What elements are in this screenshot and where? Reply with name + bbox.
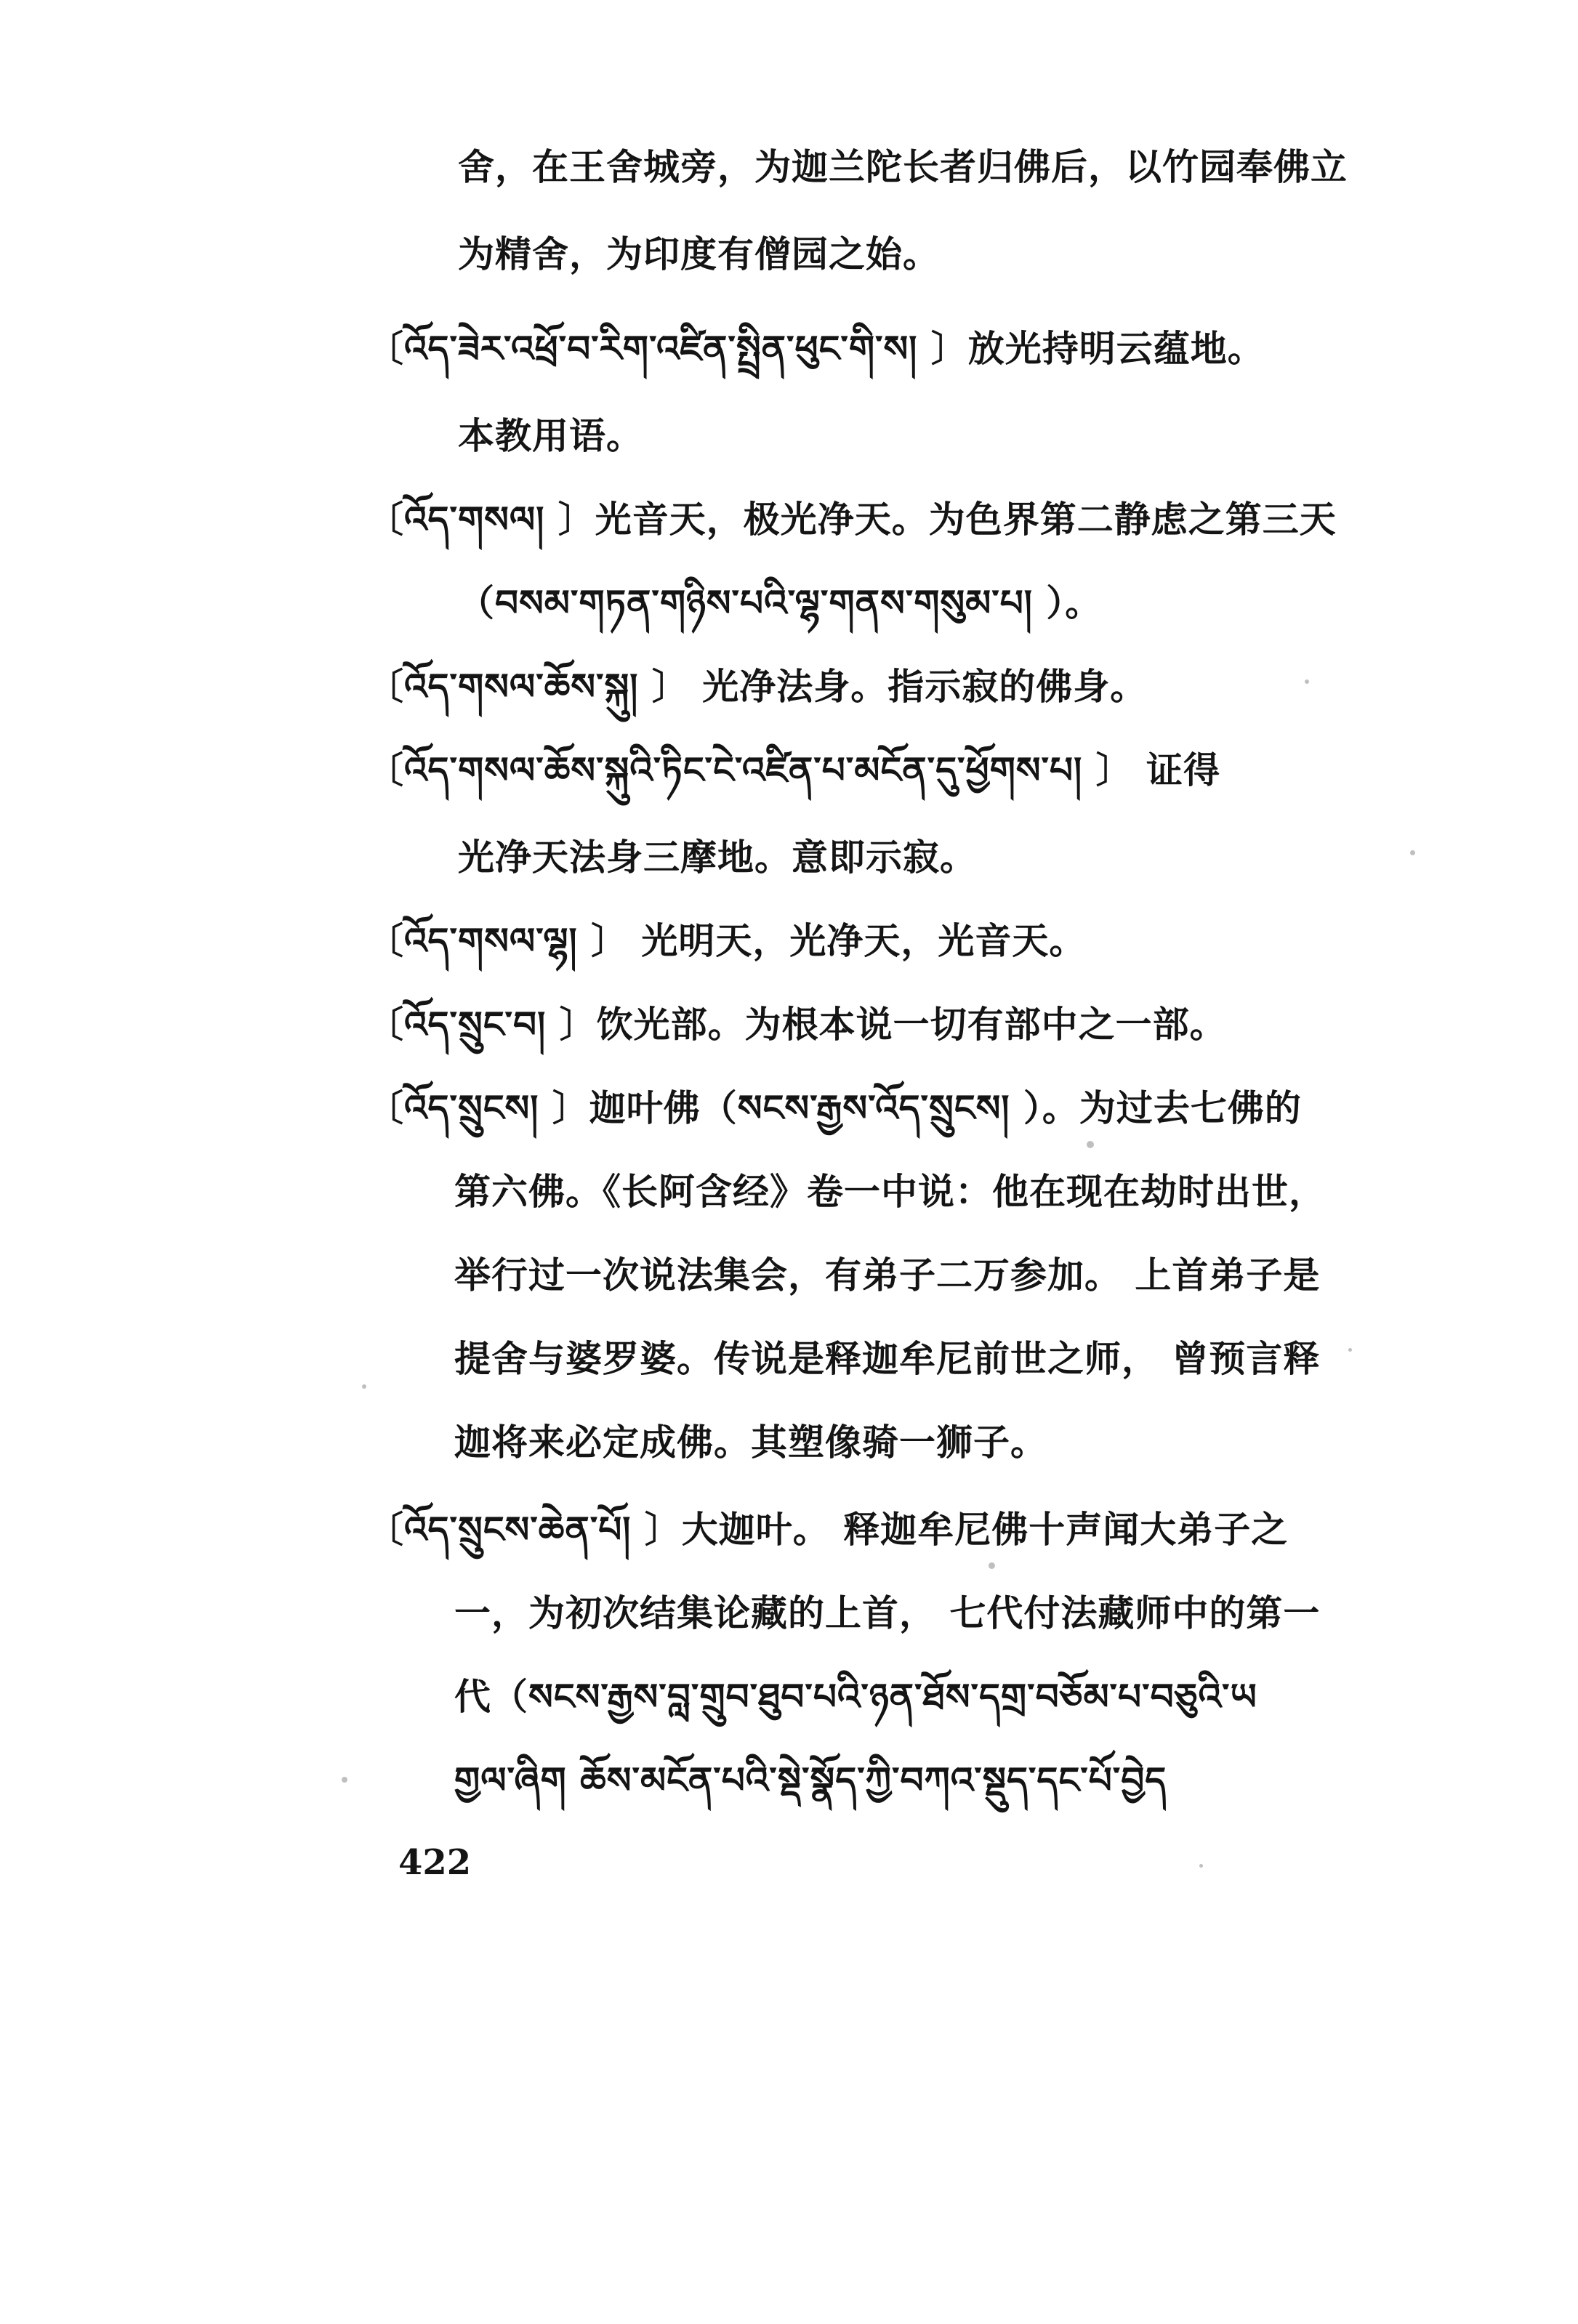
entry-line-3: 〔འོད་གསལ་ཆོས་སྐུ། 〕 光净法身。指示寂的佛身。 [367, 665, 1148, 708]
page-number: 422 [398, 1842, 472, 1883]
text-line-4: （བསམ་གཏན་གཉིས་པའི་ལྷ་གནས་གསུམ་པ། ）。 [458, 581, 1103, 624]
text-line-3: 本教用语。 [458, 414, 643, 457]
text-line-8: 提舍与婆罗婆。传说是释迦牟尼前世之师， 曾预言释 [454, 1337, 1321, 1380]
scan-speck [1410, 850, 1415, 855]
entry-line-4: 〔འོད་གསལ་ཆོས་སྐུའི་ཏིང་ངེ་འཛིན་པ་མངོན་དུ་ཕྱོགས་པ། 〕 证得 [367, 749, 1221, 791]
scan-speck [1348, 1348, 1352, 1352]
text-line-6: 第六佛。《长阿含经》卷一中说：他在现在劫时出世， [454, 1170, 1326, 1213]
text-line-1: 舍，在王舍城旁，为迦兰陀长者归佛后，以竹园奉佛立 [458, 145, 1348, 188]
entry-line-5: 〔འོད་གསལ་ལྷ། 〕 光明天，光净天，光音天。 [367, 919, 1087, 962]
entry-line-7: 〔འོད་སྲུངས། 〕迦叶佛（སངས་རྒྱས་འོད་སྲུངས། ）。为过去七佛的 [367, 1086, 1302, 1129]
scan-speck [1199, 1864, 1203, 1868]
scan-speck [1087, 1141, 1094, 1148]
text-line-9: 迦将来必定成佛。其塑像骑一狮子。 [454, 1421, 1047, 1464]
text-line-5: 光净天法身三摩地。意即示寂。 [458, 836, 977, 879]
entry-line-8: 〔འོད་སྲུངས་ཆེན་པོ། 〕大迦叶。 释迦牟尼佛十声闻大弟子之 [367, 1508, 1289, 1551]
entry-line-6: 〔འོད་སྲུང་བ། 〕饮光部。为根本说一切有部中之一部。 [367, 1003, 1227, 1046]
text-line-12: གྱལ་ཞིག ཆོས་མངོན་པའི་སྡེ་སྣོད་ཀྱི་བཀའ་སྡུད་དང་པོ་བྱེད [454, 1759, 1167, 1801]
text-line-7: 举行过一次说法集会，有弟子二万参加。 上首弟子是 [454, 1254, 1321, 1296]
text-line-10: 一，为初次结集论藏的上首， 七代付法藏师中的第一 [454, 1591, 1321, 1634]
scan-speck [1305, 679, 1309, 684]
entry-line-2: 〔འོད་གསལ། 〕光音天，极光净天。为色界第二静虑之第三天 [367, 498, 1337, 541]
entry-line-1: 〔འོད་ཟེར་འཕྲོ་བ་རིག་འཛིན་སྤྲིན་ཕུང་གི་ས། 〕放光持明云蕴地。 [367, 327, 1265, 370]
text-line-11: 代（སངས་རྒྱས་བླ་གྲུབ་ཐུབ་པའི་ཉན་ཐོས་དགྲ་བཅོམ་པ་བཅུའི་ཡ [454, 1675, 1257, 1718]
text-line-2: 为精舍，为印度有僧园之始。 [458, 233, 940, 275]
scan-speck [362, 1384, 366, 1389]
scan-speck [989, 1562, 995, 1569]
scan-speck [342, 1777, 347, 1783]
